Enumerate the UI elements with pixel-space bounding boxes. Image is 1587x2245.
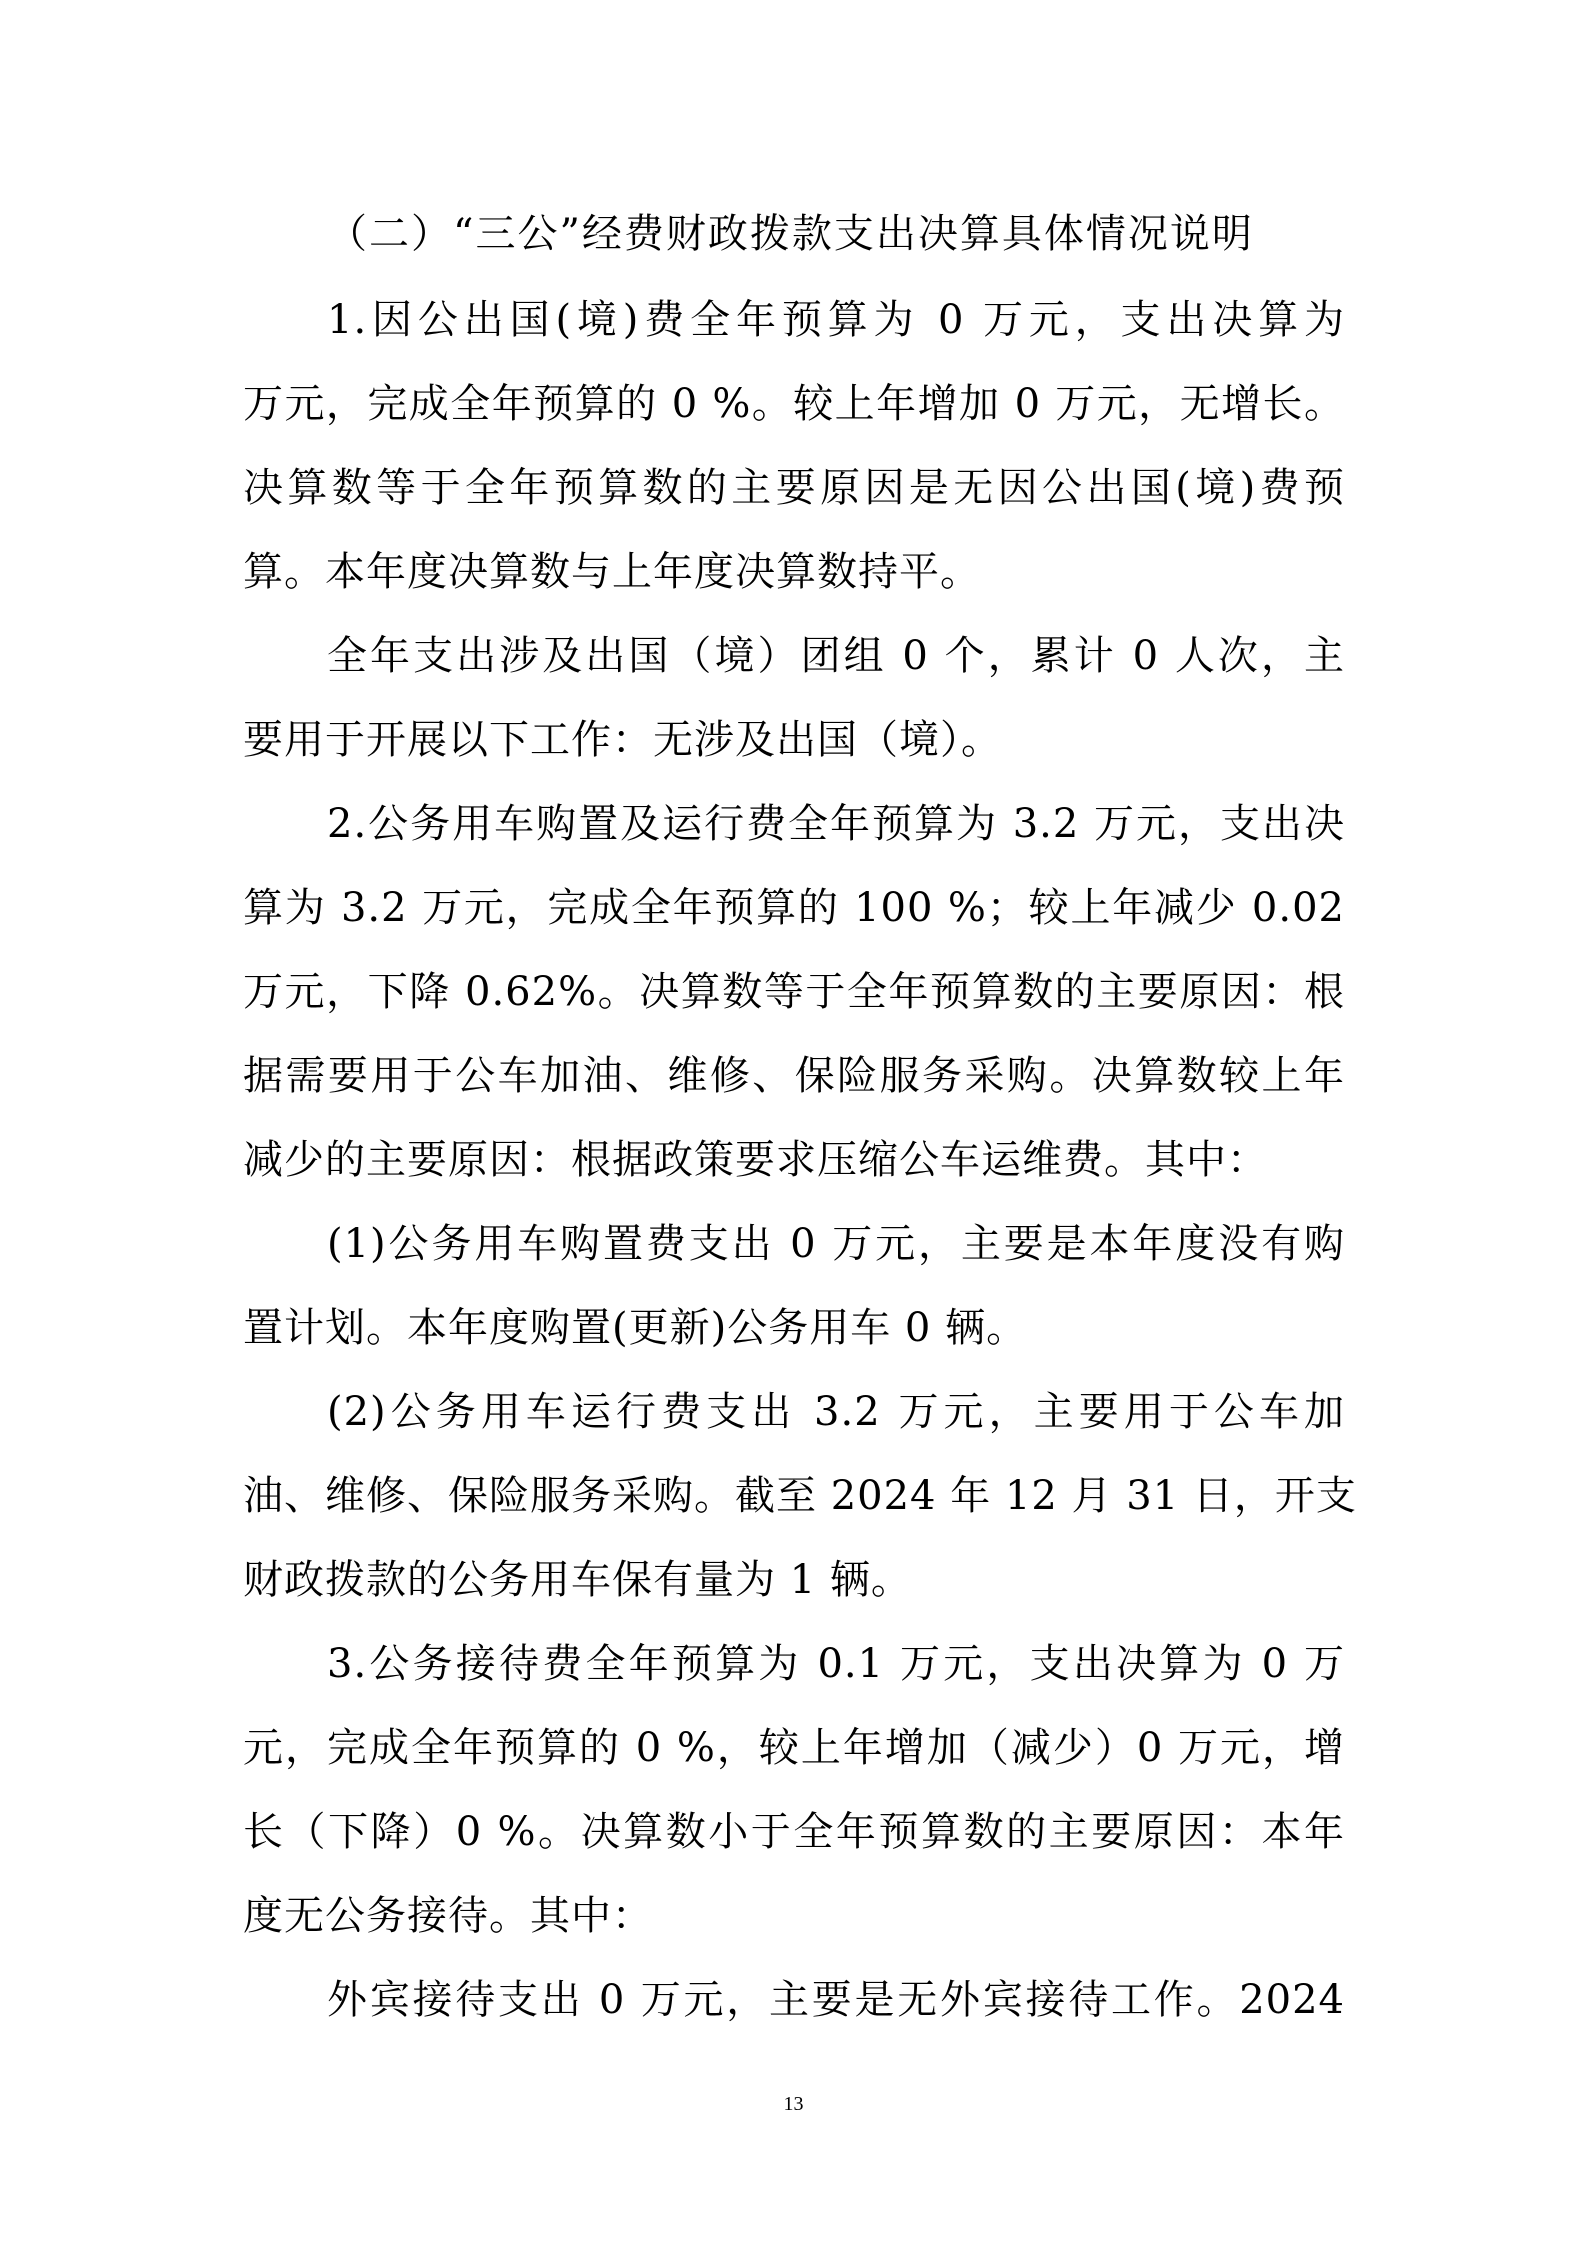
paragraph-line: 算为 3.2 万元，完成全年预算的 100 %；较上年减少 0.02: [243, 885, 1345, 931]
paragraph-line: 算。本年度决算数与上年度决算数持平。: [243, 549, 981, 595]
paragraph-line: 万元，下降 0.62%。决算数等于全年预算数的主要原因：根: [243, 969, 1345, 1015]
paragraph-line: 决算数等于全年预算数的主要原因是无因公出国(境)费预: [243, 465, 1345, 511]
paragraph-line: 减少的主要原因：根据政策要求压缩公车运维费。其中：: [243, 1137, 1268, 1183]
paragraph-line: 外宾接待支出 0 万元，主要是无外宾接待工作。2024: [327, 1977, 1345, 2023]
paragraph-line: (2)公务用车运行费支出 3.2 万元，主要用于公车加: [327, 1389, 1345, 1435]
paragraph-line: 财政拨款的公务用车保有量为 1 辆。: [243, 1557, 912, 1603]
paragraph-line: 3.公务接待费全年预算为 0.1 万元，支出决算为 0 万: [327, 1641, 1345, 1687]
paragraph-line: 置计划。本年度购置(更新)公务用车 0 辆。: [243, 1305, 1028, 1351]
paragraph-line: 据需要用于公车加油、维修、保险服务采购。决算数较上年: [243, 1053, 1345, 1099]
paragraph-line: 万元，完成全年预算的 0 %。较上年增加 0 万元，无增长。: [243, 381, 1345, 427]
paragraph-line: 油、维修、保险服务采购。截至 2024 年 12 月 31 日，开支: [243, 1473, 1357, 1519]
paragraph-line: 元，完成全年预算的 0 %，较上年增加（减少）0 万元，增: [243, 1725, 1345, 1771]
page-number: 13: [783, 2093, 804, 2115]
paragraph-line: 要用于开展以下工作：无涉及出国（境）。: [243, 717, 1002, 763]
paragraph-line: 1.因公出国(境)费全年预算为 0 万元，支出决算为: [327, 297, 1345, 343]
paragraph-line: 全年支出涉及出国（境）团组 0 个，累计 0 人次，主: [327, 633, 1345, 679]
paragraph-line: 2.公务用车购置及运行费全年预算为 3.2 万元，支出决: [327, 801, 1345, 847]
paragraph-line: (1)公务用车购置费支出 0 万元，主要是本年度没有购: [327, 1221, 1345, 1267]
paragraph-line: 长（下降）0 %。决算数小于全年预算数的主要原因：本年: [243, 1809, 1345, 1855]
paragraph-line: 度无公务接待。其中：: [243, 1893, 653, 1939]
section-heading: （二）“三公”经费财政拨款支出决算具体情况说明: [327, 211, 1254, 257]
